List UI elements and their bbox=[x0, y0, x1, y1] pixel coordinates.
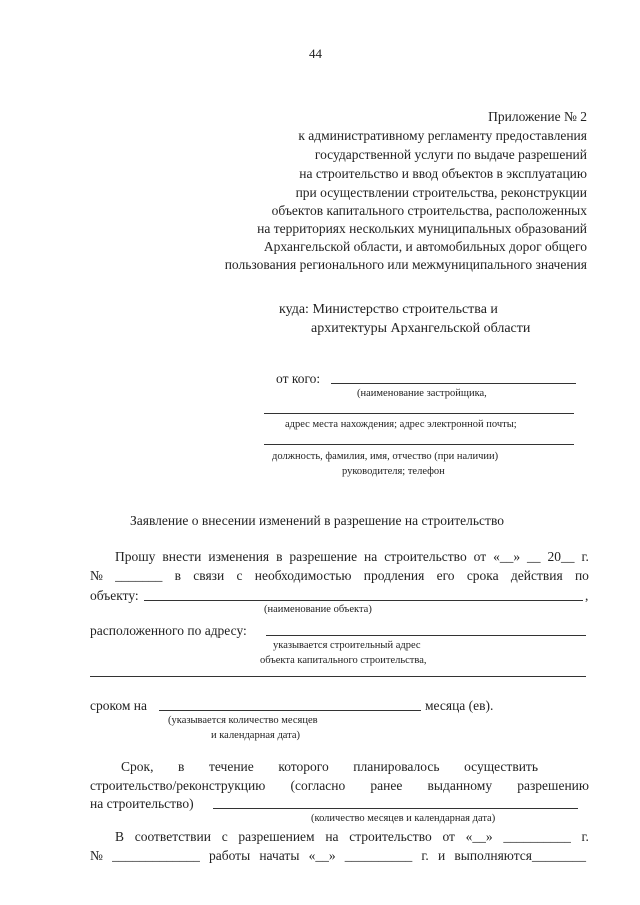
word: в bbox=[178, 759, 185, 774]
address-continuation-line bbox=[90, 676, 586, 677]
page-number: 44 bbox=[309, 46, 322, 61]
word: от bbox=[473, 549, 487, 564]
word: с bbox=[236, 568, 243, 583]
word: разрешением bbox=[238, 829, 315, 844]
from-address-line bbox=[264, 413, 574, 414]
located-line bbox=[266, 635, 586, 636]
hint-address-1: указывается строительный адрес bbox=[273, 640, 421, 651]
word: __________ bbox=[503, 829, 571, 844]
word: разрешению bbox=[517, 778, 589, 793]
word: действия bbox=[510, 568, 563, 583]
request-line-1 bbox=[115, 550, 589, 564]
hint-position: должность, фамилия, имя, отчество (при наличии) bbox=[272, 451, 499, 462]
word: «__» bbox=[465, 829, 493, 844]
hint-address: адрес места нахождения; адрес электронной почты; bbox=[285, 419, 517, 430]
hint-name: (наименование застройщика, bbox=[357, 388, 487, 399]
to-line-2: архитектуры Архангельской области bbox=[311, 321, 531, 336]
word: № bbox=[90, 568, 103, 583]
word: связи bbox=[193, 568, 225, 583]
word: В bbox=[115, 829, 125, 844]
appendix-title: Приложение № 2 bbox=[488, 109, 587, 124]
word: __ bbox=[527, 549, 541, 564]
word: течение bbox=[208, 759, 254, 774]
word: г. bbox=[581, 829, 589, 844]
permit-line-1 bbox=[115, 830, 589, 844]
word: работы bbox=[208, 848, 251, 863]
word: в bbox=[276, 549, 283, 564]
from-name-line bbox=[331, 383, 576, 384]
word: _____________ bbox=[112, 848, 200, 863]
period-line-3: на строительство) bbox=[90, 796, 194, 811]
word: продления bbox=[363, 568, 425, 583]
appendix-line-4: при осуществлении строительства, реконструкции bbox=[295, 185, 587, 200]
word: от bbox=[442, 829, 455, 844]
word: строительство/реконструкцию bbox=[90, 778, 266, 793]
word: _______ bbox=[115, 568, 163, 583]
word: соответствии bbox=[134, 829, 211, 844]
period-line-1 bbox=[121, 760, 538, 774]
word: строительство bbox=[349, 829, 432, 844]
hint-term-1: (указывается количество месяцев bbox=[168, 715, 318, 726]
hint-address-2: объекта капитального строительства, bbox=[260, 655, 427, 666]
word: выполняются________ bbox=[454, 848, 586, 863]
word: строительство bbox=[384, 549, 467, 564]
hint-head: руководителя; телефон bbox=[342, 466, 445, 477]
object-line bbox=[144, 600, 583, 601]
word: которого bbox=[278, 759, 329, 774]
appendix-line-3: на строительство и ввод объектов в эксплуатацию bbox=[299, 166, 587, 181]
word: «__» bbox=[493, 549, 521, 564]
word: № bbox=[90, 848, 103, 863]
from-position-line bbox=[264, 444, 574, 445]
word: 20__ bbox=[547, 549, 575, 564]
hint-object: (наименование объекта) bbox=[264, 604, 372, 615]
word: разрешение bbox=[289, 549, 358, 564]
word: «__» bbox=[308, 848, 336, 863]
request-line-2 bbox=[90, 569, 589, 583]
hint-months: (количество месяцев и календарная дата) bbox=[311, 813, 496, 824]
appendix-line-5: объектов капитального строительства, расположенных bbox=[271, 203, 587, 218]
word: в bbox=[174, 568, 182, 583]
located-label: расположенного по адресу: bbox=[90, 623, 247, 638]
appendix-line-7: Архангельской области, и автомобильных дорог общего bbox=[263, 239, 587, 254]
from-label: от кого: bbox=[276, 371, 321, 386]
appendix-line-2: государственной услуги по выдаче разрешений bbox=[314, 147, 587, 162]
word: на bbox=[364, 549, 378, 564]
word: начаты bbox=[259, 848, 300, 863]
word: Прошу bbox=[115, 549, 156, 564]
period-line-2 bbox=[90, 779, 589, 793]
term-suffix: месяца (ев). bbox=[425, 698, 494, 713]
appendix-line-8: пользования регионального или межмуниципального значения bbox=[224, 257, 587, 272]
word: внести bbox=[162, 549, 202, 564]
word: Срок, bbox=[121, 759, 154, 774]
word: срока bbox=[466, 568, 499, 583]
word: г. bbox=[581, 549, 589, 564]
object-label: объекту: bbox=[90, 588, 139, 603]
appendix-line-6: на территориях нескольких муниципальных образований bbox=[257, 221, 587, 236]
word: с bbox=[221, 829, 228, 844]
hint-term-2: и календарная дата) bbox=[211, 730, 301, 741]
word: г. bbox=[421, 848, 429, 863]
term-line bbox=[159, 710, 421, 711]
period-line bbox=[213, 808, 578, 809]
word: выданному bbox=[427, 778, 493, 793]
term-label: сроком на bbox=[90, 698, 147, 713]
word: и bbox=[437, 848, 446, 863]
word: ранее bbox=[370, 778, 403, 793]
appendix-line-1: к административному регламенту предоставления bbox=[298, 128, 587, 143]
word: __________ bbox=[344, 848, 413, 863]
permit-line-2 bbox=[90, 849, 586, 863]
word: планировалось bbox=[353, 759, 440, 774]
word: его bbox=[436, 568, 455, 583]
word: осуществить bbox=[464, 759, 538, 774]
statement-title: Заявление о внесении изменений в разрешение на строительство bbox=[130, 513, 504, 528]
word: (согласно bbox=[290, 778, 346, 793]
object-comma: , bbox=[585, 588, 589, 603]
word: по bbox=[574, 568, 589, 583]
word: на bbox=[325, 829, 339, 844]
to-line-1: куда: Министерство строительства и bbox=[279, 302, 498, 317]
word: изменения bbox=[208, 549, 270, 564]
word: необходимостью bbox=[254, 568, 352, 583]
